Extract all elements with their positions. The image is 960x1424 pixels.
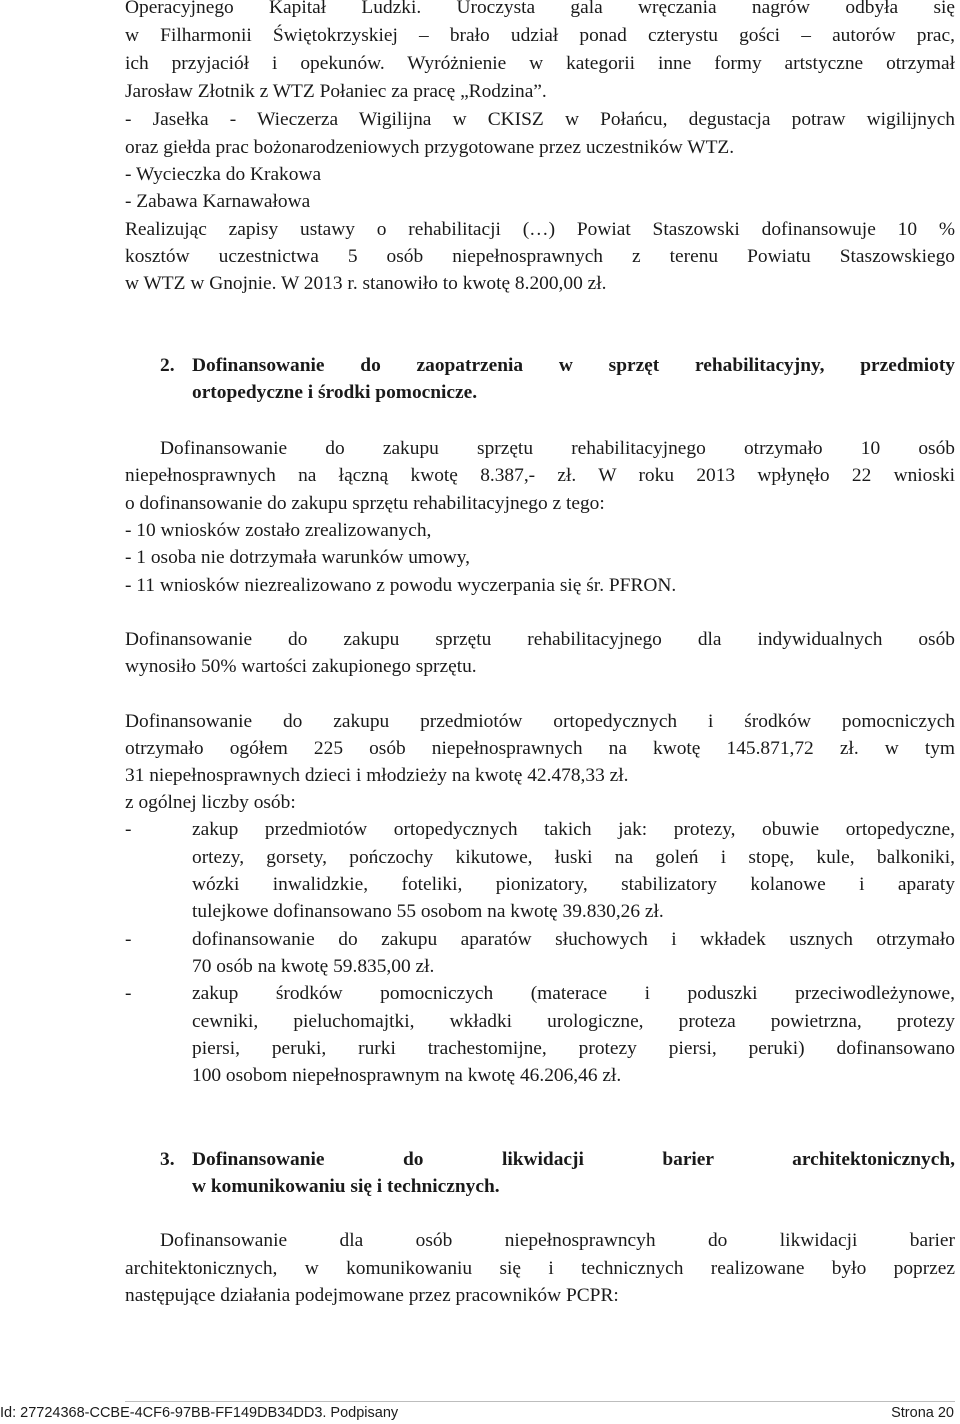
- section-number: 2.: [160, 355, 175, 376]
- text-line: - 10 wniosków zostało zrealizowanych,: [125, 520, 432, 541]
- text-line: niepełnosprawnych na łączną kwotę 8.387,- zł. W roku 2013 wpłynęło 22 wnioski: [125, 465, 955, 486]
- text-line: następujące działania podejmowane przez pracowników PCPR:: [125, 1285, 619, 1306]
- footer-page-number: Strona 20: [891, 1405, 954, 1421]
- text-line: 70 osób na kwotę 59.835,00 zł.: [192, 956, 435, 977]
- text-line: Dofinansowanie do zakupu sprzętu rehabilitacyjnego dla indywidualnych osób: [125, 629, 955, 650]
- footer-document-id: Id: 27724368-CCBE-4CF6-97BB-FF149DB34DD3. Podpisany: [0, 1405, 399, 1421]
- footer-divider: [125, 1401, 955, 1402]
- text-line: w Filharmonii Świętokrzyskiej – brało udział ponad czterystu gości – autorów prac,: [125, 25, 955, 46]
- text-line: otrzymało ogółem 225 osób niepełnosprawnych na kwotę 145.871,72 zł. w tym: [125, 738, 955, 759]
- text-line: tulejkowe dofinansowano 55 osobom na kwotę 39.830,26 zł.: [192, 901, 664, 922]
- text-line: Jarosław Złotnik z WTZ Połaniec za pracę „Rodzina”.: [125, 81, 547, 102]
- text-line: wózki inwalidzkie, foteliki, pionizatory, stabilizatory kolanowe i aparaty: [192, 874, 955, 895]
- text-line: cewniki, pieluchomajtki, wkładki urologiczne, proteza powietrzna, protezy: [192, 1011, 955, 1032]
- text-line: o dofinansowanie do zakupu sprzętu rehabilitacyjnego z tego:: [125, 493, 605, 514]
- text-line: wynosiło 50% wartości zakupionego sprzętu.: [125, 656, 477, 677]
- text-line: - Zabawa Karnawałowa: [125, 191, 311, 212]
- text-line: ortezy, gorsety, pończochy kikutowe, łuski na goleń i stopę, kule, balkoniki,: [192, 847, 955, 868]
- text-line: dofinansowanie do zakupu aparatów słuchowych i wkładek usznych otrzymało: [192, 929, 955, 950]
- text-line: - 1 osoba nie dotrzymała warunków umowy,: [125, 547, 470, 568]
- text-line: Operacyjnego Kapitał Ludzki. Uroczysta gala wręczania nagrów odbyła się: [125, 0, 955, 18]
- text-line: z ogólnej liczby osób:: [125, 792, 296, 813]
- text-line: Dofinansowanie dla osób niepełnosprawncyh do likwidacji barier: [160, 1230, 955, 1251]
- text-line: architektonicznych, w komunikowaniu się i technicznych realizowane było poprzez: [125, 1258, 955, 1279]
- text-line: zakup środków pomocniczych (materace i poduszki przeciwodleżynowe,: [192, 983, 955, 1004]
- text-line: Dofinansowanie do zakupu sprzętu rehabilitacyjnego otrzymało 10 osób: [160, 438, 955, 459]
- heading-line: Dofinansowanie do likwidacji barier architektonicznych,: [192, 1149, 955, 1170]
- text-line: zakup przedmiotów ortopedycznych takich jak: protezy, obuwie ortopedyczne,: [192, 819, 955, 840]
- text-line: piersi, peruki, rurki trachestomijne, protezy piersi, peruki) dofinansowano: [192, 1038, 955, 1059]
- heading-line: w komunikowaniu się i technicznych.: [192, 1176, 500, 1197]
- text-line: Dofinansowanie do zakupu przedmiotów ortopedycznych i środków pomocniczych: [125, 711, 955, 732]
- text-line: kosztów uczestnictwa 5 osób niepełnosprawnych z terenu Powiatu Staszowskiego: [125, 246, 955, 267]
- text-line: - Wycieczka do Krakowa: [125, 164, 322, 185]
- list-dash: -: [125, 819, 132, 840]
- heading-line: Dofinansowanie do zaopatrzenia w sprzęt rehabilitacyjny, przedmioty: [192, 355, 955, 376]
- text-line: 31 niepełnosprawnych dzieci i młodzieży na kwotę 42.478,33 zł.: [125, 765, 629, 786]
- list-dash: -: [125, 983, 132, 1004]
- text-line: oraz giełda prac bożonarodzeniowych przygotowane przez uczestników WTZ.: [125, 137, 735, 158]
- text-line: Realizując zapisy ustawy o rehabilitacji (…) Powiat Staszowski dofinansowuje 10 %: [125, 219, 955, 240]
- list-dash: -: [125, 929, 132, 950]
- heading-line: ortopedyczne i środki pomocnicze.: [192, 382, 478, 403]
- text-line: - 11 wniosków niezrealizowano z powodu wyczerpania się śr. PFRON.: [125, 575, 677, 596]
- text-line: 100 osobom niepełnosprawnym na kwotę 46.206,46 zł.: [192, 1065, 622, 1086]
- text-line: - Jasełka - Wieczerza Wigilijna w CKISZ w Połańcu, degustacja potraw wigilijnych: [125, 109, 955, 130]
- text-line: w WTZ w Gnojnie. W 2013 r. stanowiło to kwotę 8.200,00 zł.: [125, 273, 607, 294]
- section-number: 3.: [160, 1149, 175, 1170]
- text-line: ich przyjaciół i opekunów. Wyróżnienie w kategorii inne formy artstyczne otrzymał: [125, 53, 955, 74]
